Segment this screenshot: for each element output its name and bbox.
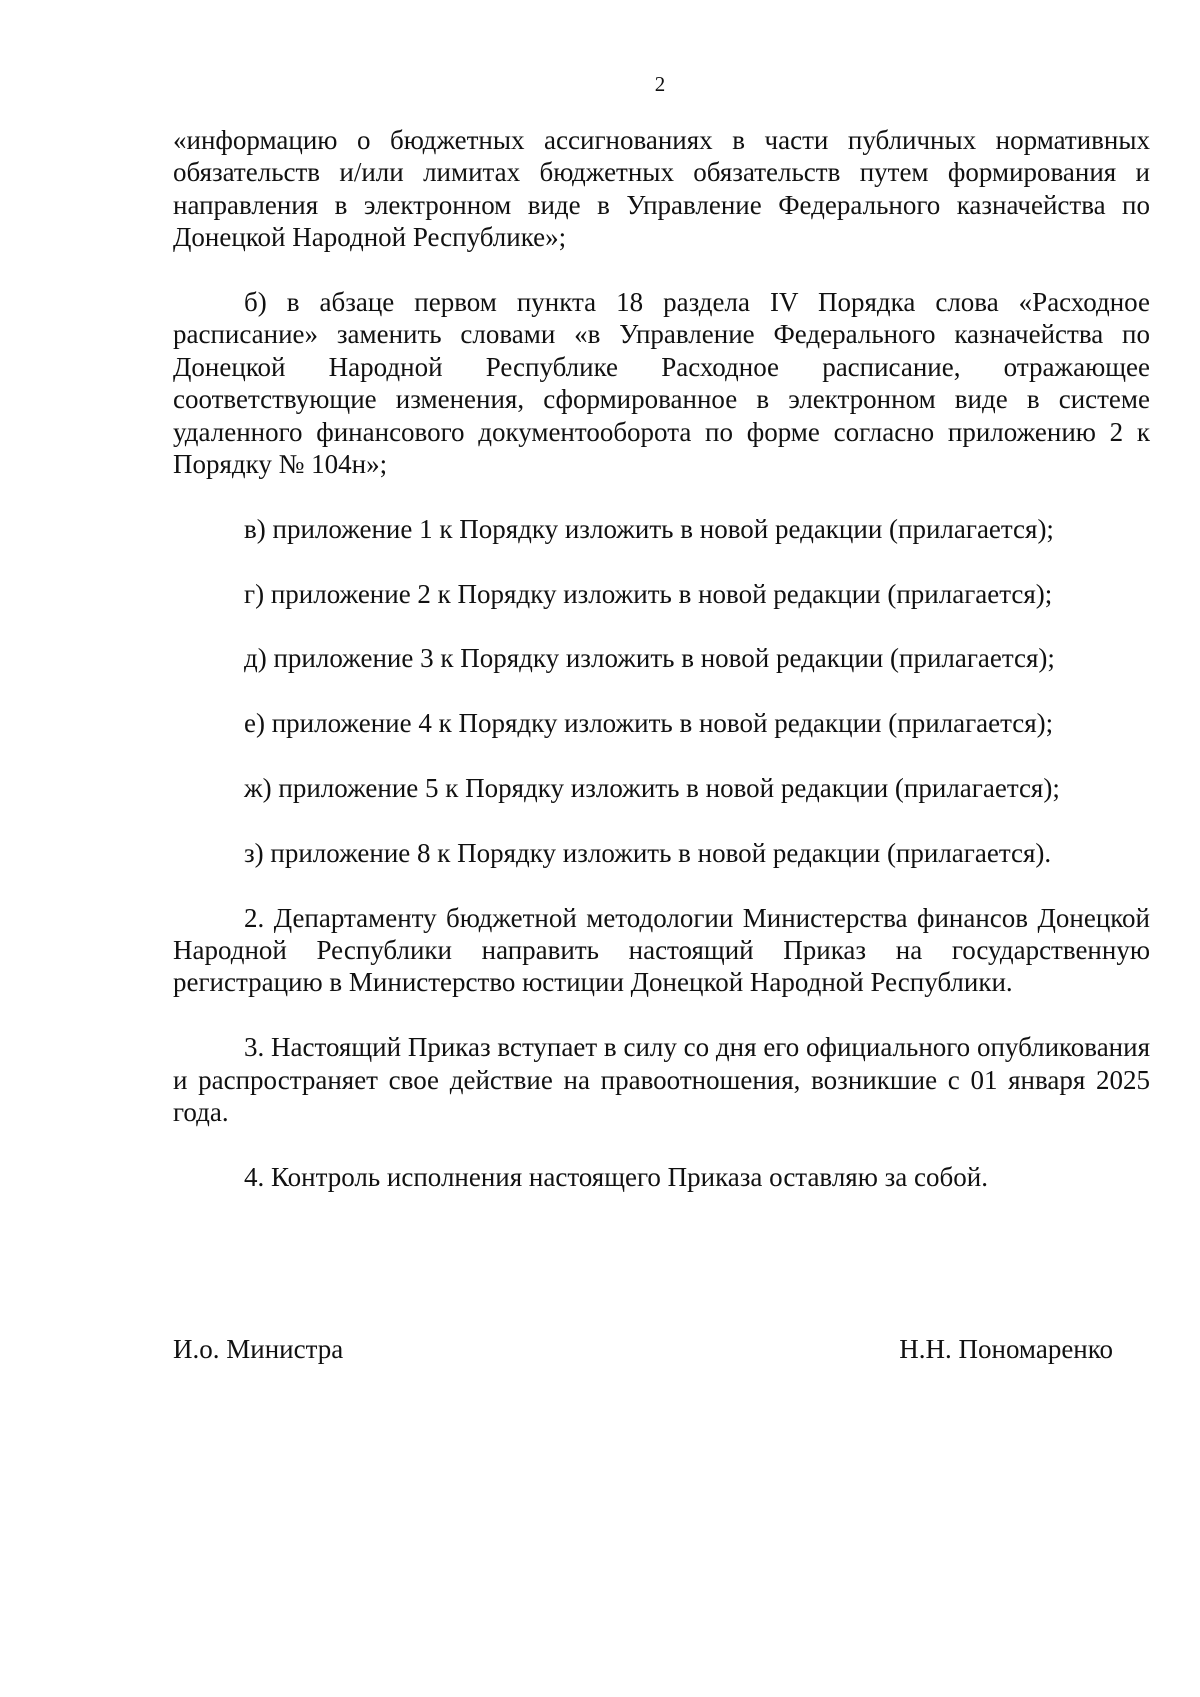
signatory-role: И.о. Министра bbox=[173, 1334, 344, 1364]
paragraph-point-2: 2. Департаменту бюджетной методологии Министерства финансов Донецкой Народной Республики направить настоящий Приказ на государственную регистрацию в Министерство юстиции Донецкой Народной Республики. bbox=[173, 902, 1150, 998]
paragraph-item-z: з) приложение 8 к Порядку изложить в новой редакции (прилагается). bbox=[244, 837, 1052, 868]
paragraph-point-3: 3. Настоящий Приказ вступает в силу со дня его официального опубликования и распространяет свое действие на правоотношения, возникшие с 01 января 2025 года. bbox=[173, 1032, 1150, 1128]
signatory-name: Н.Н. Пономаренко bbox=[899, 1334, 1113, 1364]
paragraph-item-zh: ж) приложение 5 к Порядку изложить в новой редакции (прилагается); bbox=[244, 773, 1060, 804]
paragraph-item-v: в) приложение 1 к Порядку изложить в новой редакции (прилагается); bbox=[244, 513, 1054, 544]
paragraph-item-g: г) приложение 2 к Порядку изложить в новой редакции (прилагается); bbox=[244, 578, 1053, 609]
paragraph-quote-continuation: «информацию о бюджетных ассигнованиях в части публичных нормативных обязательств и/или лимитах бюджетных обязательств путем формирования и направления в электронном виде в Управление Федерального казначейства по Донецкой Народной Республике»; bbox=[173, 125, 1150, 253]
paragraph-item-d: д) приложение 3 к Порядку изложить в новой редакции (прилагается); bbox=[244, 643, 1055, 674]
paragraph-point-4: 4. Контроль исполнения настоящего Приказа оставляю за собой. bbox=[244, 1161, 988, 1192]
paragraph-item-e: е) приложение 4 к Порядку изложить в новой редакции (прилагается); bbox=[244, 708, 1054, 739]
signature-block bbox=[173, 1332, 1113, 1366]
paragraph-item-b: б) в абзаце первом пункта 18 раздела IV Порядка слова «Расходное расписание» заменить словами «в Управление Федерального казначейства по Донецкой Народной Республике Расходное расписание, отражающее соответствующие изменения, сформированное в электронном виде в системе удаленного финансового документооборота по форме согласно приложению 2 к Порядку № 104н»; bbox=[173, 287, 1150, 480]
document-body bbox=[173, 124, 1150, 1193]
page-number: 2 bbox=[654, 72, 666, 96]
